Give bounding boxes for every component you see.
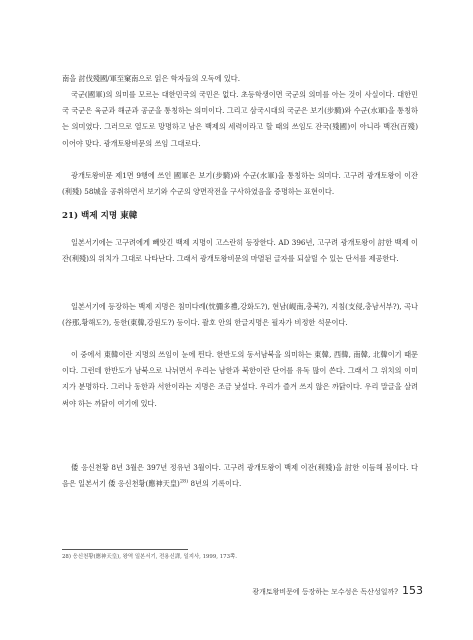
body-paragraph-1: 南을 討伐殘國/軍至窠南으로 읽은 학자들의 오독에 있다. xyxy=(62,74,241,83)
body-paragraph-5: 일본서기에 등장하는 백제 지명은 침미다례(忱彌多禮,강화도?), 현남(峴南,충북?), 지침(支侵,충남서부?), 곡나(谷那,황해도?), 동한(東韓,강원도?) 등이다. 괄호 안의 한글지명은 필자가 비정한 석문이다. xyxy=(62,302,418,328)
footnote-reference: 28) xyxy=(179,478,189,485)
body-paragraph-4: 일본서기에는 고구려에게 빼앗긴 백제 지명이 고스란히 등장한다. AD 396년, 고구려 광개토왕이 討한 백제 이잔(利殘)의 위치가 그대로 나타난다. 그래서 광개토왕비문의 마멸된 글자를 되살릴 수 있는 단서를 제공한다. xyxy=(62,238,418,264)
body-paragraph-6: 이 중에서 東韓이란 지명의 쓰임이 눈에 띈다. 한반도의 동서남북을 의미하는 東韓, 西韓, 南韓, 北韓이기 때문이다. 그런데 한반도가 남북으로 나뉘면서 우리는 남한과 북한이란 단어를 유독 많이 쓴다. 그래서 그 위치의 이미지가 분명하다. 그러나 동한과 서한이라는 지명은 조금 낯설다. 우리가 즐겨 쓰지 않은 까닭이다. 우리 말글을 살려 써야 하는 까닭이 여기에 있다. xyxy=(62,350,418,408)
paragraph-7-text: 倭 응신천황 8년 3월은 397년 정유년 3월이다. 고구려 광개토왕이 백제 이잔(利殘)을 討한 이듬해 봄이다. 다음은 일본서기 倭 응신천황(應神天皇) xyxy=(62,463,418,489)
page-number: 153 xyxy=(402,584,423,597)
page-footer xyxy=(252,584,423,597)
paragraph-7-text-end: 8년의 기록이다. xyxy=(188,479,242,489)
body-paragraph-2: 국군(國軍)의 의미를 모르는 대한민국의 국민은 없다. 초등학생이면 국군의 의미를 아는 것이 사실이다. 대한민국 국군은 육군과 해군과 공군을 통칭하는 의미이다. 그리고 삼국시대의 국군은 보기(步騎)와 수군(水軍)을 통칭하는 의미였다. 그러므로 열도로 망명하고 남은 백제의 세력이라고 할 때의 쓰임도 잔국(殘國)이 아니라 백잔(百殘)이어야 맞다. 광개토왕비문의 쓰임 그대로다. xyxy=(62,90,418,148)
section-heading: 21) 백제 지명 東韓 xyxy=(62,211,138,221)
footnote-divider xyxy=(62,549,188,550)
running-title: 광개토왕비문에 등장하는 모수성은 독산성일까? xyxy=(252,588,398,596)
footnote: 28) 응신천황(應神天皇), 왕역 일본서기, 전용신譯, 일지사, 1999, 173쪽. xyxy=(62,554,237,560)
body-paragraph-3: 광개토왕비문 제1면 9행에 쓰인 國軍은 보기(步騎)와 수군(水軍)을 통칭하는 의미다. 고구려 광개토왕이 이잔(利殘) 58城을 공취하면서 보기와 수군의 양면작전을 구사하였음을 증명하는 표현이다. xyxy=(62,171,418,197)
body-paragraph-7 xyxy=(62,460,418,492)
